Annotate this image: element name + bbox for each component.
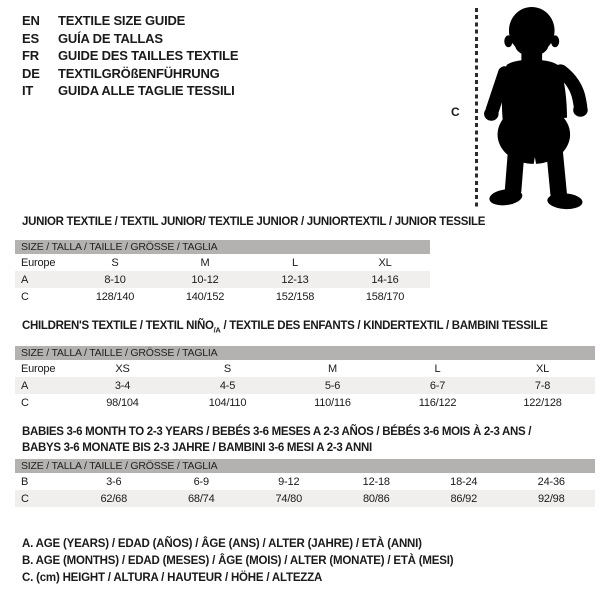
- age-cell: 10-12: [191, 273, 219, 286]
- table-row-height: [15, 490, 595, 507]
- height-cell: 152/158: [275, 290, 315, 303]
- language-row-es: [22, 30, 238, 48]
- age-cell: 4-5: [219, 379, 236, 392]
- size-cell: S: [111, 256, 119, 269]
- age-cell: 12-18: [362, 475, 390, 488]
- height-cell: 128/140: [95, 290, 135, 303]
- language-code: DE: [22, 65, 40, 81]
- children-title-pre: CHILDREN'S TEXTILE / TEXTIL NIÑO: [22, 320, 214, 332]
- height-cell: 158/170: [365, 290, 405, 303]
- table-babies: [15, 459, 595, 507]
- table-row-age: [15, 377, 595, 394]
- size-cell: S: [223, 362, 232, 375]
- height-cell: 98/104: [106, 396, 139, 409]
- height-cell: 110/116: [314, 396, 351, 409]
- language-row-en: [22, 12, 238, 30]
- table-junior: [15, 240, 430, 305]
- age-cell: 14-16: [371, 273, 399, 286]
- row-label: C: [21, 492, 29, 505]
- size-header-bar: SIZE / TALLA / TAILLE / GRÖSSE / TAGLIA: [15, 459, 595, 473]
- height-measure-label: C: [451, 105, 460, 119]
- row-label: C: [21, 396, 29, 409]
- babies-title-line1: BABIES 3-6 MONTH TO 2-3 YEARS / BEBÉS 3-6 MESES A 2-3 AÑOS / BÉBÉS 3-6 MOIS À 2-3 ANS /: [22, 426, 532, 438]
- language-code: EN: [22, 13, 40, 29]
- size-cell: XL: [378, 256, 392, 269]
- row-label: C: [21, 290, 29, 303]
- table-row-europe: [15, 360, 595, 377]
- row-label: Europe: [21, 256, 56, 269]
- language-title-list: [22, 12, 238, 100]
- table-row-europe: [15, 254, 430, 271]
- age-cell: 8-10: [104, 273, 126, 286]
- age-cell: 24-36: [537, 475, 565, 488]
- babies-table-title: [22, 424, 531, 456]
- language-row-fr: [22, 47, 238, 65]
- footnote-age-years: A. AGE (YEARS) / EDAD (AÑOS) / ÂGE (ANS) / ALTER (JAHRE) / ETÀ (ANNI): [22, 538, 422, 550]
- age-cell: 3-4: [114, 379, 131, 392]
- height-cell: 140/152: [185, 290, 225, 303]
- size-cell: L: [434, 362, 441, 375]
- table-row-age-months: [15, 473, 595, 490]
- height-cell: 92/98: [537, 492, 565, 505]
- language-title: GUIDE DES TAILLES TEXTILE: [58, 48, 239, 64]
- height-cell: 68/74: [187, 492, 215, 505]
- language-title: GUIDA ALLE TAGLIE TESSILI: [58, 83, 235, 99]
- row-label: B: [21, 475, 29, 488]
- table-row-height: [15, 288, 430, 305]
- size-header-bar: SIZE / TALLA / TAILLE / GRÖSSE / TAGLIA: [15, 346, 595, 360]
- height-cell: 104/110: [208, 396, 247, 409]
- height-dashed-line-icon: [475, 8, 478, 207]
- age-cell: 12-13: [281, 273, 309, 286]
- table-children: [15, 346, 595, 411]
- age-cell: 6-9: [193, 475, 209, 488]
- footnote-age-months: B. AGE (MONTHS) / EDAD (MESES) / ÂGE (MOIS) / ALTER (MONATE) / ETÀ (MESI): [22, 555, 454, 567]
- row-label: A: [21, 379, 29, 392]
- age-cell: 18-24: [450, 475, 478, 488]
- height-cell: 122/128: [523, 396, 562, 409]
- footnote-legend: [22, 536, 453, 587]
- age-cell: 6-7: [429, 379, 446, 392]
- height-cell: 80/86: [362, 492, 390, 505]
- row-label: Europe: [21, 362, 56, 375]
- size-cell: M: [200, 256, 210, 269]
- age-cell: 7-8: [534, 379, 551, 392]
- children-title-sub: /A: [213, 325, 221, 335]
- height-cell: 62/68: [100, 492, 128, 505]
- junior-table-title: JUNIOR TEXTILE / TEXTIL JUNIOR/ TEXTILE JUNIOR / JUNIORTEXTIL / JUNIOR TESSILE: [22, 216, 486, 228]
- children-title-post: / TEXTILE DES ENFANTS / KINDERTEXTIL / BAMBINI TESSILE: [220, 320, 548, 332]
- language-code: IT: [22, 83, 34, 99]
- language-code: ES: [22, 30, 39, 46]
- footnote-height-cm: C. (cm) HEIGHT / ALTURA / HAUTEUR / HÖHE / ALTEZZA: [22, 572, 323, 584]
- table-row-age: [15, 271, 430, 288]
- height-cell: 86/92: [450, 492, 478, 505]
- size-cell: XL: [535, 362, 550, 375]
- size-cell: XS: [115, 362, 130, 375]
- language-title: TEXTILE SIZE GUIDE: [58, 13, 186, 29]
- size-cell: L: [292, 256, 298, 269]
- height-cell: 116/122: [418, 396, 457, 409]
- children-table-title: [22, 320, 548, 334]
- size-cell: M: [328, 362, 337, 375]
- language-title: GUÍA DE TALLAS: [58, 30, 163, 46]
- row-label: A: [21, 273, 29, 286]
- toddler-silhouette-icon: [482, 4, 596, 210]
- language-row-it: [22, 82, 238, 100]
- language-title: TEXTILGRÖßENFÜHRUNG: [58, 65, 220, 81]
- language-code: FR: [22, 48, 39, 64]
- size-header-bar: SIZE / TALLA / TAILLE / GRÖSSE / TAGLIA: [15, 240, 430, 254]
- age-cell: 5-6: [324, 379, 341, 392]
- babies-title-line2: BABYS 3-6 MONATE BIS 2-3 JAHRE / BAMBINI 3-6 MESI A 2-3 ANNI: [22, 442, 372, 454]
- table-row-height: [15, 394, 595, 411]
- height-cell: 74/80: [275, 492, 303, 505]
- age-cell: 3-6: [106, 475, 122, 488]
- age-cell: 9-12: [278, 475, 300, 488]
- language-row-de: [22, 65, 238, 83]
